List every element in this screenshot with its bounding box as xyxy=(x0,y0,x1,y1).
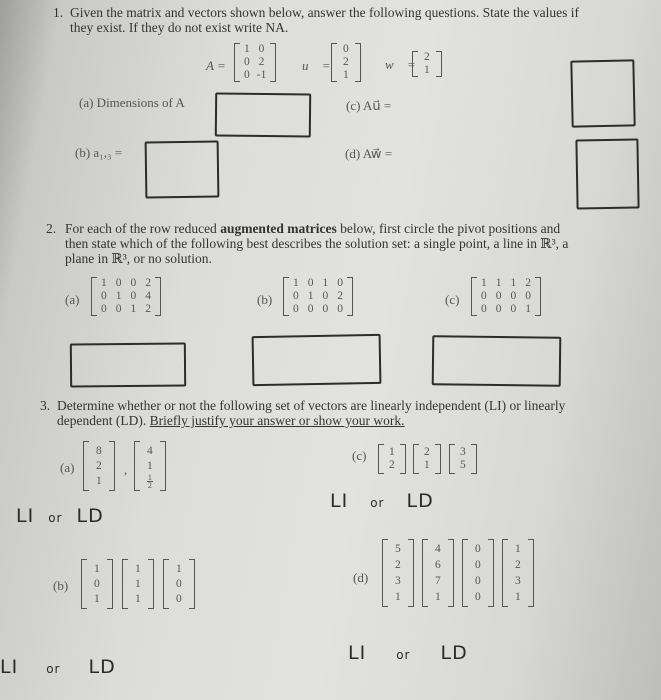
q3b-label: (b) xyxy=(53,578,69,593)
q3b-vector-1 xyxy=(81,559,113,609)
handwritten-q3a xyxy=(16,505,104,527)
q3b-vector-3 xyxy=(163,559,195,609)
cell: 4 xyxy=(145,290,151,302)
hand-ld: LD xyxy=(88,656,116,678)
answer-box-q2a[interactable] xyxy=(70,342,186,387)
q2-text-bold: augmented matrices xyxy=(220,221,337,236)
hand-li: LI xyxy=(0,656,19,678)
cell: 5 xyxy=(395,543,401,555)
q3c-vector-2 xyxy=(413,444,441,474)
q2a-label: (a) xyxy=(65,292,80,307)
q2-text-line2: then state which of the following best describes the solution set: a single point, a line in ℝ³, a xyxy=(65,236,569,251)
cell: 0 xyxy=(475,543,481,555)
q3-text-pre: dependent (LD). xyxy=(57,413,150,428)
cell: 1 xyxy=(94,562,100,575)
q3d-vector-1 xyxy=(382,539,414,607)
cell: 0 xyxy=(510,290,517,302)
cell: 5 xyxy=(460,459,466,471)
q2a-matrix xyxy=(91,277,161,316)
handwritten-q3c xyxy=(330,490,434,512)
q1-part-b-label: (b) a₁,₃ = xyxy=(75,145,123,160)
cell: 2 xyxy=(515,559,521,571)
q3-text-line1: Determine whether or not the following set of vectors are linearly independent (LI) or linearly xyxy=(57,398,566,413)
matrix-a xyxy=(234,43,276,82)
q2-text-line3: plane in ℝ³, or no solution. xyxy=(65,251,212,266)
cell: 0 xyxy=(481,303,487,315)
cell: 0 xyxy=(343,43,349,55)
cell: 3 xyxy=(515,575,521,587)
hand-or: or xyxy=(396,648,411,662)
q3a-separator: , xyxy=(124,462,128,477)
cell: 0 xyxy=(525,290,531,302)
cell: 2 xyxy=(145,277,151,289)
cell: 0 xyxy=(101,290,107,302)
answer-box-q1b[interactable] xyxy=(145,140,220,198)
cell: 1 xyxy=(424,459,430,471)
cell: 2 xyxy=(389,459,395,471)
hand-li: LI xyxy=(330,490,349,512)
q2b-matrix xyxy=(283,277,353,316)
cell: 1 xyxy=(322,277,329,289)
hand-ld: LD xyxy=(440,642,468,664)
cell: 0 xyxy=(481,290,487,302)
hand-or: or xyxy=(48,511,63,525)
q3-text-underlined: Briefly justify your answer or show your work. xyxy=(149,413,405,428)
cell: 3 xyxy=(395,575,401,587)
hand-ld: LD xyxy=(76,505,104,527)
cell: 1 xyxy=(395,591,401,603)
cell: 0 xyxy=(307,277,314,289)
cell: 0 xyxy=(322,303,329,315)
q3d-vector-3 xyxy=(462,539,494,607)
q1-text-line2: they exist. If they do not exist write NA. xyxy=(70,20,289,35)
cell: 4 xyxy=(435,543,441,555)
cell: 1 xyxy=(176,562,182,575)
q3c-vector-3 xyxy=(449,444,477,474)
handwritten-q3d xyxy=(348,642,468,664)
cell: 2 xyxy=(337,290,343,302)
q1-part-a-label: (a) Dimensions of A xyxy=(79,95,185,110)
cell: 1 xyxy=(130,303,137,315)
cell: 0 xyxy=(130,290,137,302)
cell: 0 xyxy=(293,303,299,315)
q3c-vector-1 xyxy=(378,444,406,474)
matrix-a-label: A = xyxy=(206,58,226,73)
cell: 0 xyxy=(475,575,481,587)
cell: 1 xyxy=(424,64,430,76)
hand-li: LI xyxy=(16,505,35,527)
q1-part-c-label: (c) Au⃗ = xyxy=(346,98,392,113)
q3a-vector-1 xyxy=(83,441,115,491)
cell: 0 xyxy=(337,277,343,289)
hand-or: or xyxy=(46,662,61,676)
cell: 2 xyxy=(343,56,349,68)
cell: 1 xyxy=(293,277,299,289)
cell: 0 xyxy=(176,592,182,605)
q2b-label: (b) xyxy=(257,292,273,307)
q3a-label: (a) xyxy=(60,460,75,475)
cell: 2 xyxy=(424,446,430,458)
q3b-vector-2 xyxy=(122,559,154,609)
cell: 1 xyxy=(515,543,521,555)
cell: 1 xyxy=(510,277,517,289)
cell: 1 xyxy=(515,591,521,603)
cell: 2 xyxy=(424,51,430,63)
cell: 0 xyxy=(510,303,517,315)
cell: 0 xyxy=(244,69,250,81)
cell: 1 xyxy=(94,592,100,605)
cell: 0 xyxy=(495,303,502,315)
q3d-vector-2 xyxy=(422,539,454,607)
q1-part-d-label: (d) Aw⃗ = xyxy=(345,146,393,161)
cell: 1 xyxy=(96,474,102,487)
cell: 0 xyxy=(115,277,122,289)
q2-number: 2. xyxy=(46,221,57,236)
cell: 1 xyxy=(244,43,250,55)
q3-text-line2 xyxy=(57,412,405,429)
cell: 0 xyxy=(176,577,182,590)
cell: 1 xyxy=(147,459,153,472)
cell: 1 xyxy=(115,290,122,302)
vector-w xyxy=(412,51,442,77)
q3c-label: (c) xyxy=(352,448,367,463)
cell: 2 xyxy=(525,277,531,289)
cell: 6 xyxy=(435,559,441,571)
cell: 0 xyxy=(244,56,250,68)
cell: 0 xyxy=(475,591,481,603)
cell: 3 xyxy=(460,446,466,458)
q3a-vector-2 xyxy=(134,441,166,491)
cell: 1 xyxy=(101,277,107,289)
q3d-vector-4 xyxy=(502,539,534,607)
cell: 4 xyxy=(147,444,153,457)
cell: 0 xyxy=(307,303,314,315)
cell: 1 xyxy=(481,277,487,289)
answer-box-q1c[interactable] xyxy=(570,59,635,127)
cell: 1 xyxy=(495,277,502,289)
vector-w-label: w⃗ = xyxy=(385,57,416,72)
cell: 0 xyxy=(495,290,502,302)
hand-ld: LD xyxy=(406,490,434,512)
cell: 0 xyxy=(475,559,481,571)
answer-box-q1d[interactable] xyxy=(575,138,639,209)
cell: 1 xyxy=(389,446,395,458)
cell: 0 xyxy=(337,303,343,315)
cell: 1 xyxy=(307,290,314,302)
cell: 1 xyxy=(135,577,141,590)
answer-box-q1a[interactable] xyxy=(215,92,311,137)
cell: 2 xyxy=(395,559,401,571)
hand-li: LI xyxy=(348,642,367,664)
fraction-one-half: $\frac{1}{2}$ xyxy=(147,472,152,490)
q3d-label: (d) xyxy=(353,570,369,585)
hand-or: or xyxy=(370,496,385,510)
cell: 1 xyxy=(525,303,531,315)
q3-number: 3. xyxy=(40,398,51,413)
cell: 1 xyxy=(135,592,141,605)
answer-box-q2c[interactable] xyxy=(432,335,562,387)
cell: -1 xyxy=(256,69,267,81)
cell: 0 xyxy=(101,303,107,315)
q2c-matrix xyxy=(471,277,541,316)
q2-text-pre: For each of the row reduced xyxy=(65,221,221,236)
cell: 0 xyxy=(94,577,100,590)
cell: 2 xyxy=(145,303,151,315)
cell: 2 xyxy=(96,459,102,472)
cell: 8 xyxy=(96,444,102,457)
cell: 1 xyxy=(135,562,141,575)
cell: 1 xyxy=(343,69,349,81)
cell: 0 xyxy=(258,43,265,55)
cell: 2 xyxy=(258,56,265,68)
q1-number: 1. xyxy=(53,5,64,20)
vector-u xyxy=(331,43,361,82)
q2-text-post: below, first circle the pivot positions and xyxy=(336,221,561,236)
vector-u-label: u⃗ = xyxy=(302,58,331,73)
cell: 7 xyxy=(435,575,441,587)
cell: 0 xyxy=(293,290,299,302)
cell: 0 xyxy=(130,277,137,289)
q1-text-line1: Given the matrix and vectors shown below, answer the following questions. State the values if xyxy=(70,5,580,20)
handwritten-q3b xyxy=(0,656,116,678)
q2c-label: (c) xyxy=(445,292,460,307)
answer-box-q2b[interactable] xyxy=(252,334,382,386)
cell: 0 xyxy=(322,290,329,302)
cell: 1 xyxy=(435,591,441,603)
cell: 0 xyxy=(115,303,122,315)
